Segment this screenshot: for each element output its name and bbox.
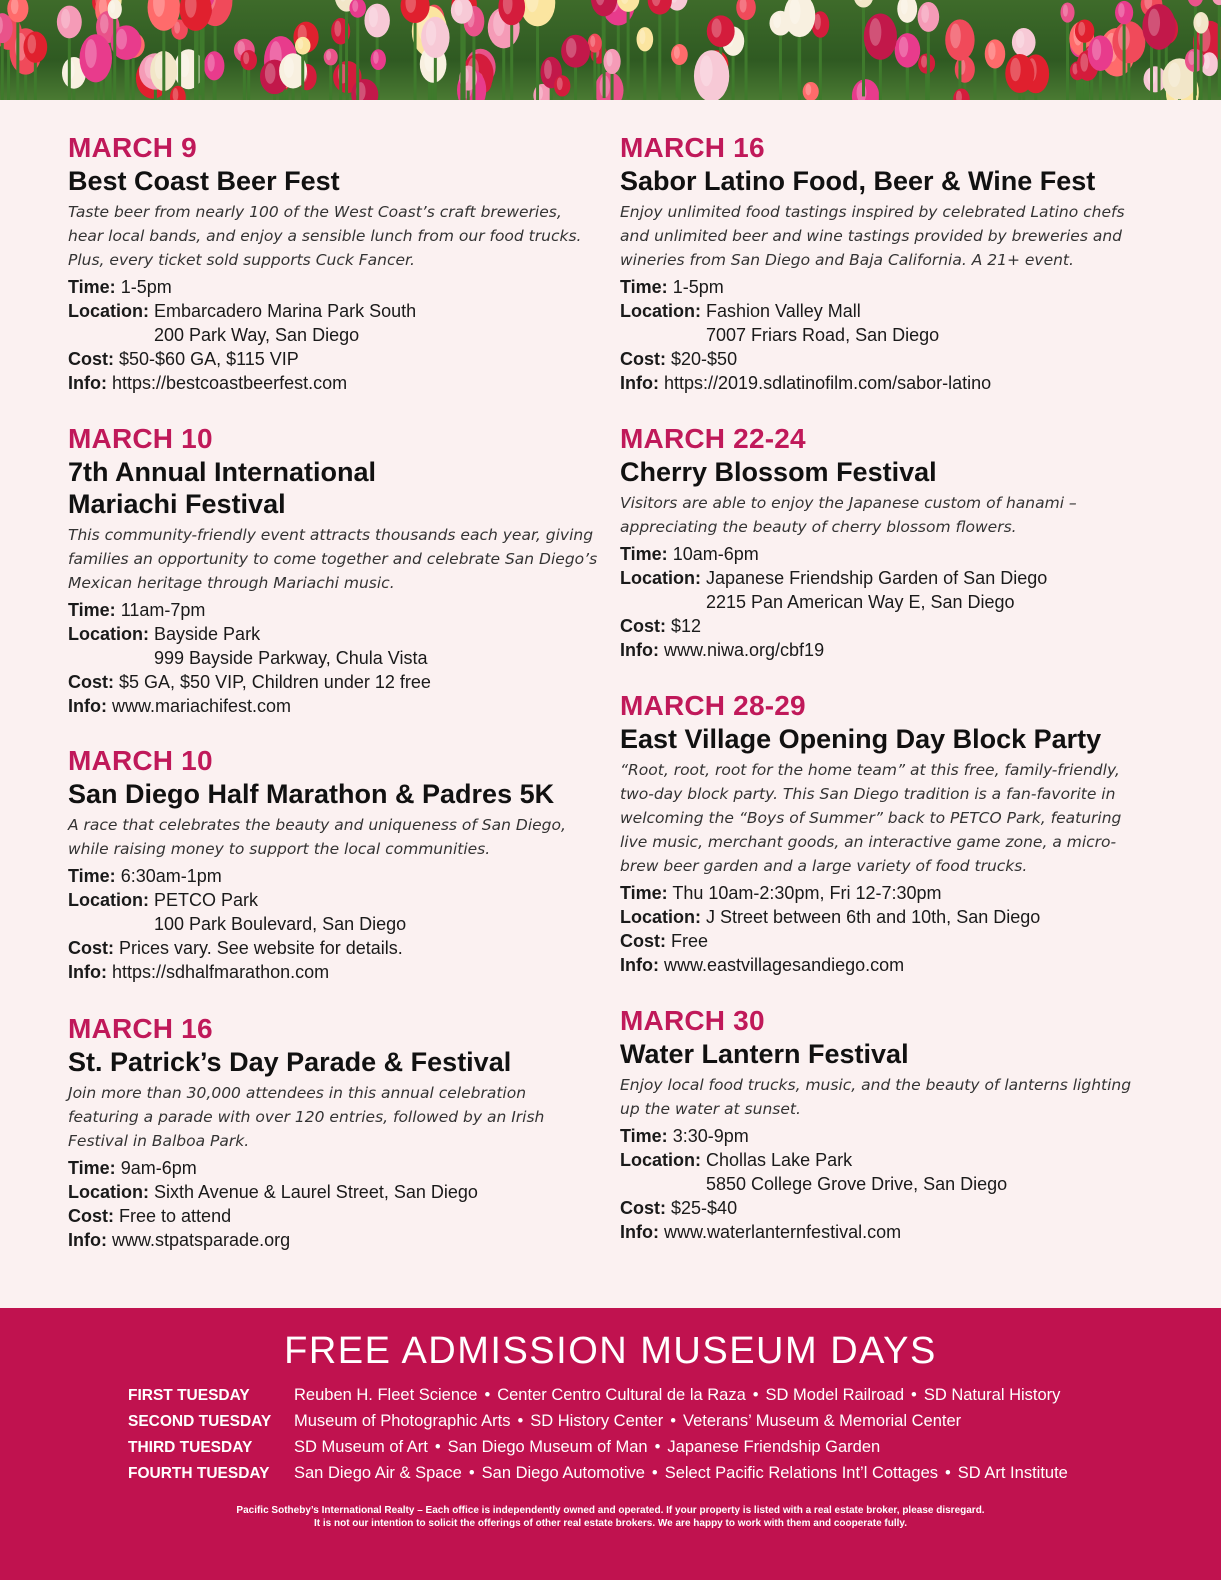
event-address (68, 646, 608, 670)
event-time (68, 864, 608, 888)
event-details (620, 275, 1160, 395)
event-cost-value: Free (671, 931, 709, 951)
museum-name: SD Museum of Art (294, 1438, 428, 1456)
bullet-separator: • (945, 1464, 951, 1482)
event-time-value: Thu 10am-2:30pm, Fri 12-7:30pm (672, 883, 942, 903)
bullet-separator: • (752, 1386, 759, 1404)
event-location (620, 566, 1160, 590)
event-address-value: 7007 Friars Road, San Diego (706, 325, 940, 345)
museum-name: Japanese Friendship Garden (667, 1438, 881, 1456)
event-time-value: 3:30-9pm (672, 1126, 749, 1146)
event-cost-value: $20-$50 (671, 349, 738, 369)
event-info-label: Info: (620, 955, 659, 975)
event-time-label: Time: (68, 600, 116, 620)
bullet-separator: • (468, 1464, 475, 1482)
event-info-value: www.eastvillagesandiego.com (664, 955, 905, 975)
event-info (620, 638, 1160, 662)
event-description: Join more than 30,000 attendees in this annual celebration featuring a parade with over 120 entries, followed by an Irish Festival in Balboa Park. (68, 1084, 545, 1150)
event-info-label: Info: (68, 373, 107, 393)
event-cost-value: $50-$60 GA, $115 VIP (119, 349, 299, 369)
event-location-value: Chollas Lake Park (706, 1150, 853, 1170)
event-location-label: Location: (68, 624, 149, 644)
bullet-separator: • (911, 1386, 917, 1404)
event-info (620, 1220, 1160, 1244)
museum-row (128, 1462, 1068, 1485)
event-location-label: Location: (620, 1150, 701, 1170)
event-location (620, 299, 1160, 323)
event-location-label: Location: (620, 568, 701, 588)
event-location-value: Bayside Park (154, 624, 261, 644)
event-cost-label: Cost: (620, 349, 666, 369)
museum-name: SD Model Railroad (765, 1386, 905, 1404)
event-info (68, 960, 608, 984)
event-title: 7th Annual International Mariachi Festival (68, 457, 377, 519)
event-time (620, 1124, 1160, 1148)
event-date: MARCH 16 (620, 132, 765, 163)
event-description: Visitors are able to enjoy the Japanese custom of hanami – appreciating the beauty of cherry blossom flowers. (620, 494, 1077, 536)
bullet-separator: • (484, 1386, 491, 1404)
event-date: MARCH 9 (68, 132, 197, 163)
event-time-label: Time: (68, 866, 116, 886)
event-date: MARCH 10 (68, 745, 213, 776)
event-info-value: www.waterlanternfestival.com (664, 1222, 902, 1242)
event-date: MARCH 10 (68, 423, 213, 454)
museum-name: San Diego Air & Space (294, 1464, 462, 1482)
event-address (68, 912, 608, 936)
event-cost-value: Free to attend (119, 1206, 232, 1226)
event-info-label: Info: (68, 1230, 107, 1250)
event-time-label: Time: (68, 1158, 116, 1178)
museum-name: Museum of Photographic Arts (294, 1412, 511, 1430)
event-info (68, 371, 608, 395)
event-cost (620, 347, 1160, 371)
museum-name: SD History Center (530, 1412, 664, 1430)
event-cost (68, 347, 608, 371)
museum-name: Veterans’ Museum & Memorial Center (682, 1412, 962, 1430)
museum-days-title: FREE ADMISSION MUSEUM DAYS (284, 1330, 937, 1372)
event-title: St. Patrick’s Day Parade & Festival (68, 1047, 512, 1077)
event-title: Sabor Latino Food, Beer & Wine Fest (620, 166, 1096, 196)
event-cost-label: Cost: (620, 931, 666, 951)
museum-day-label: FOURTH TUESDAY (128, 1465, 270, 1482)
event-location-value: Japanese Friendship Garden of San Diego (706, 568, 1048, 588)
event-cost-label: Cost: (68, 349, 114, 369)
event-title: Cherry Blossom Festival (620, 457, 937, 487)
event-cost (68, 936, 608, 960)
event-location-label: Location: (68, 1182, 149, 1202)
event-info-value: https://sdhalfmarathon.com (112, 962, 330, 982)
bullet-separator: • (670, 1412, 676, 1430)
event-info-value: https://2019.sdlatinofilm.com/sabor-latino (664, 373, 992, 393)
event-info (68, 694, 608, 718)
event-time-value: 1-5pm (672, 277, 724, 297)
event-time (620, 881, 1160, 905)
event-time-label: Time: (620, 1126, 668, 1146)
event-details (68, 275, 608, 395)
event-description: “Root, root, root for the home team” at this free, family-friendly, two-day block party. This San Diego tradition is a fan-favorite in welcoming the “Boys of Summer” back to PETCO Park, featuring live music, merchant goods, an interactive game zone, a micro-brew beer garden and a large variety of food trucks. (620, 761, 1122, 875)
event-address-value: 999 Bayside Parkway, Chula Vista (154, 648, 428, 668)
event-cost-label: Cost: (68, 672, 114, 692)
museum-row (128, 1436, 880, 1459)
event-location (620, 1148, 1160, 1172)
tulip-banner-image (0, 0, 1221, 100)
museum-day-label: FIRST TUESDAY (128, 1387, 250, 1404)
event-address (620, 1172, 1160, 1196)
event-cost (620, 929, 1160, 953)
event-info-label: Info: (620, 373, 659, 393)
event-cost-label: Cost: (68, 938, 114, 958)
museum-name: Reuben H. Fleet Science (294, 1386, 478, 1404)
museum-name: Select Pacific Relations Int’l Cottages (664, 1464, 939, 1482)
event-cost-label: Cost: (620, 1198, 666, 1218)
event-description: A race that celebrates the beauty and uniqueness of San Diego, while raising money to support the local communities. (68, 816, 566, 858)
event-time-value: 11am-7pm (120, 600, 206, 620)
event-title: Water Lantern Festival (620, 1039, 909, 1069)
event-location-label: Location: (68, 890, 149, 910)
bullet-separator: • (654, 1438, 661, 1456)
event-time-label: Time: (68, 277, 116, 297)
event-time (68, 598, 608, 622)
museum-day-label: SECOND TUESDAY (128, 1413, 272, 1430)
event-info-value: https://bestcoastbeerfest.com (112, 373, 348, 393)
event-cost (68, 1204, 608, 1228)
event-time (68, 275, 608, 299)
event-cost-label: Cost: (68, 1206, 114, 1226)
museum-days-section (0, 1308, 1221, 1580)
event-cost (620, 1196, 1160, 1220)
event-description: Taste beer from nearly 100 of the West Coast’s craft breweries, hear local bands, and enjoy a sensible lunch from our food trucks. Plus, every ticket sold supports Cuck Fancer. (68, 203, 582, 269)
tulip-flower (854, 0, 873, 8)
event-date: MARCH 22-24 (620, 423, 806, 454)
event-info-label: Info: (68, 696, 107, 716)
event-details (620, 1124, 1160, 1244)
event-cost-value: $5 GA, $50 VIP, Children under 12 free (119, 672, 431, 692)
event-time (68, 1156, 608, 1180)
event-card (620, 132, 1160, 395)
museum-name: SD Natural History (923, 1386, 1061, 1404)
disclaimer-line: Pacific Sotheby’s International Realty – Each office is independently owned and operated. If your property is listed with a real estate broker, please disregard. (236, 1505, 985, 1516)
event-details (68, 864, 608, 984)
event-time-label: Time: (620, 277, 668, 297)
event-cost-value: $25-$40 (671, 1198, 738, 1218)
museum-name: SD Art Institute (957, 1464, 1068, 1482)
event-details (68, 598, 608, 718)
event-location-label: Location: (620, 907, 701, 927)
event-address (68, 323, 608, 347)
event-address-value: 5850 College Grove Drive, San Diego (706, 1174, 1008, 1194)
bullet-separator: • (651, 1464, 658, 1482)
event-title: Best Coast Beer Fest (68, 166, 340, 196)
event-date: MARCH 28-29 (620, 690, 806, 721)
event-address-value: 100 Park Boulevard, San Diego (154, 914, 407, 934)
museum-name: San Diego Museum of Man (447, 1438, 648, 1456)
event-location-value: Embarcadero Marina Park South (154, 301, 417, 321)
bullet-separator: • (434, 1438, 441, 1456)
event-location-value: PETCO Park (154, 890, 259, 910)
event-info (620, 953, 1160, 977)
event-location-value: Sixth Avenue & Laurel Street, San Diego (154, 1182, 478, 1202)
event-location-value: J Street between 6th and 10th, San Diego (706, 907, 1041, 927)
event-date: MARCH 30 (620, 1005, 765, 1036)
event-card (620, 690, 1160, 977)
museum-name: Center Centro Cultural de la Raza (497, 1386, 746, 1404)
event-info-label: Info: (620, 1222, 659, 1242)
event-info (620, 371, 1160, 395)
event-address (620, 590, 1160, 614)
event-address-value: 200 Park Way, San Diego (154, 325, 360, 345)
event-location (68, 1180, 608, 1204)
event-details (620, 542, 1160, 662)
event-title: East Village Opening Day Block Party (620, 724, 1102, 754)
event-time-value: 6:30am-1pm (120, 866, 222, 886)
event-cost-value: $12 (671, 616, 702, 636)
event-info-value: www.mariachifest.com (112, 696, 292, 716)
event-location (68, 888, 608, 912)
event-location-value: Fashion Valley Mall (706, 301, 861, 321)
event-info-label: Info: (620, 640, 659, 660)
event-location (68, 299, 608, 323)
event-card (68, 132, 608, 395)
bullet-separator: • (517, 1412, 524, 1430)
event-address-value: 2215 Pan American Way E, San Diego (706, 592, 1015, 612)
disclaimer-line: It is not our intention to solicit the offerings of other real estate brokers. We are happy to work with them and cooperate fully. (313, 1518, 908, 1529)
event-title: San Diego Half Marathon & Padres 5K (68, 779, 555, 809)
event-cost (620, 614, 1160, 638)
event-cost-value: Prices vary. See website for details. (119, 938, 403, 958)
event-card (620, 423, 1160, 662)
event-info-value: www.stpatsparade.org (112, 1230, 291, 1250)
museum-row (128, 1384, 1060, 1407)
event-time (620, 542, 1160, 566)
event-description: Enjoy unlimited food tastings inspired by celebrated Latino chefs and unlimited beer and wine tastings provided by breweries and wineries from San Diego and Baja California. A 21+ event. (620, 203, 1125, 269)
museum-day-label: THIRD TUESDAY (128, 1439, 253, 1456)
event-time-label: Time: (620, 883, 668, 903)
tulip-flower (1187, 0, 1203, 6)
event-time (620, 275, 1160, 299)
event-description: This community-friendly event attracts thousands each year, giving families an opportunity to come together and celebrate San Diego’s Mexican heritage through Mariachi music. (68, 526, 598, 592)
event-card (68, 423, 608, 718)
event-cost-label: Cost: (620, 616, 666, 636)
event-date: MARCH 16 (68, 1013, 213, 1044)
tulip-flower (1212, 0, 1221, 5)
event-location-label: Location: (68, 301, 149, 321)
event-address (620, 323, 1160, 347)
event-card (620, 1005, 1160, 1244)
museum-row (128, 1410, 961, 1433)
event-time-value: 10am-6pm (672, 544, 759, 564)
event-card (68, 1013, 608, 1252)
event-info-label: Info: (68, 962, 107, 982)
event-location-label: Location: (620, 301, 701, 321)
event-details (620, 881, 1160, 977)
disclaimer (0, 1504, 1221, 1530)
event-card (68, 745, 608, 984)
event-time-label: Time: (620, 544, 668, 564)
event-time-value: 1-5pm (120, 277, 172, 297)
event-location (68, 622, 608, 646)
event-cost (68, 670, 608, 694)
event-info-value: www.niwa.org/cbf19 (664, 640, 825, 660)
event-location (620, 905, 1160, 929)
event-time-value: 9am-6pm (120, 1158, 197, 1178)
event-info (68, 1228, 608, 1252)
event-details (68, 1156, 608, 1252)
event-description: Enjoy local food trucks, music, and the beauty of lanterns lighting up the water at sunset. (620, 1076, 1132, 1118)
museum-name: San Diego Automotive (481, 1464, 645, 1482)
